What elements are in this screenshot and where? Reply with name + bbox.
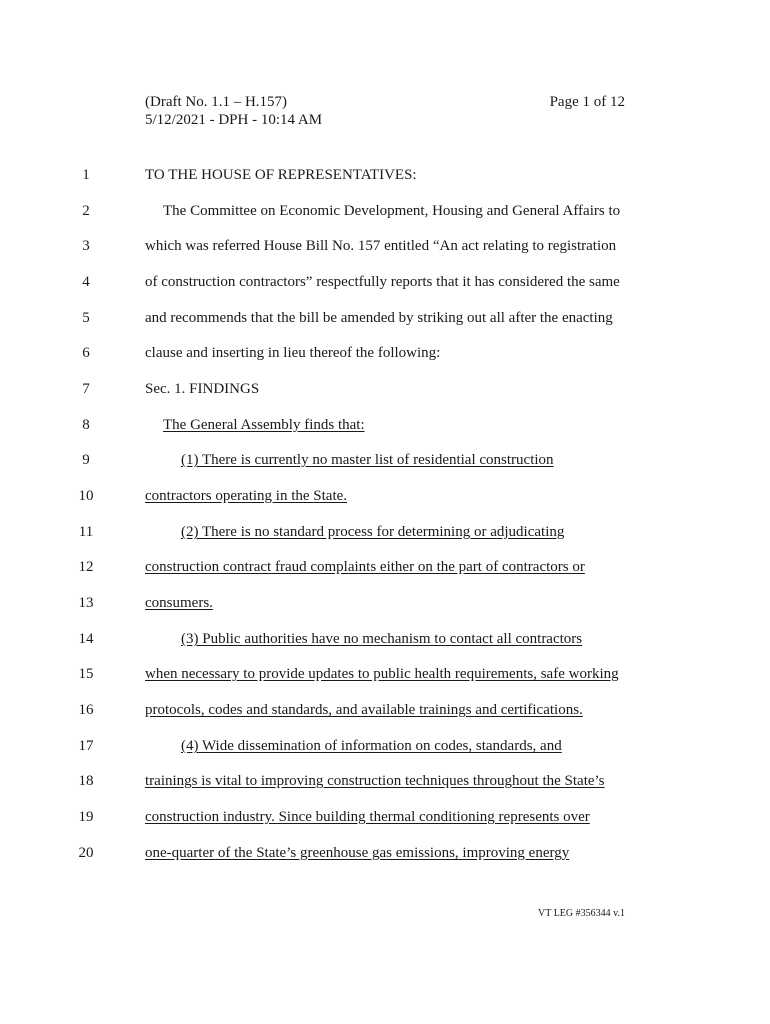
numbered-line	[0, 343, 770, 363]
line-number: 5	[82, 310, 90, 326]
line-text: of construction contractors” respectfully reports that it has considered the same	[145, 274, 620, 290]
line-text: consumers.	[145, 595, 213, 611]
draft-timestamp: 5/12/2021 - DPH - 10:14 AM	[145, 112, 323, 128]
line-text: one-quarter of the State’s greenhouse gas emissions, improving energy	[145, 845, 570, 861]
line-text: when necessary to provide updates to public health requirements, safe working	[145, 666, 619, 682]
document-header	[145, 93, 322, 129]
line-text: TO THE HOUSE OF REPRESENTATIVES:	[145, 167, 417, 183]
line-text: construction industry. Since building thermal conditioning represents over	[145, 809, 590, 825]
line-text: protocols, codes and standards, and available trainings and certifications.	[145, 702, 583, 718]
numbered-line	[0, 593, 770, 613]
draft-label: (Draft No. 1.1 – H.157)	[145, 94, 288, 110]
line-number: 17	[78, 738, 94, 754]
line-text: (3) Public authorities have no mechanism to contact all contractors	[181, 631, 583, 647]
line-text: which was referred House Bill No. 157 entitled “An act relating to registration	[145, 238, 617, 254]
line-number: 2	[82, 203, 90, 219]
line-number: 8	[82, 417, 90, 433]
numbered-line	[0, 736, 770, 756]
line-text: The General Assembly finds that:	[163, 417, 365, 433]
numbered-line	[0, 522, 770, 542]
line-number: 19	[78, 809, 94, 825]
line-number: 12	[78, 559, 94, 575]
line-number: 7	[82, 381, 90, 397]
numbered-line	[0, 272, 770, 292]
line-text: (2) There is no standard process for determining or adjudicating	[181, 524, 565, 540]
numbered-line	[0, 700, 770, 720]
line-number: 1	[82, 167, 90, 183]
numbered-line	[0, 308, 770, 328]
section-heading: Sec. 1. FINDINGS	[145, 381, 260, 397]
numbered-line	[0, 415, 770, 435]
line-number: 20	[78, 845, 94, 861]
numbered-line	[0, 379, 770, 399]
numbered-line	[0, 843, 770, 863]
line-number: 11	[78, 524, 94, 540]
numbered-line	[0, 486, 770, 506]
line-number: 10	[78, 488, 94, 504]
line-number: 14	[78, 631, 94, 647]
line-text: (1) There is currently no master list of residential construction	[181, 452, 554, 468]
line-number: 3	[82, 238, 90, 254]
numbered-line	[0, 236, 770, 256]
line-number: 9	[82, 452, 90, 468]
line-number: 18	[78, 773, 94, 789]
page-number: Page 1 of 12	[549, 94, 625, 110]
numbered-line	[0, 165, 770, 185]
line-text: The Committee on Economic Development, Housing and General Affairs to	[163, 203, 621, 219]
numbered-line	[0, 771, 770, 791]
line-number: 6	[82, 345, 90, 361]
line-text: clause and inserting in lieu thereof the following:	[145, 345, 441, 361]
line-number: 4	[82, 274, 90, 290]
numbered-line	[0, 450, 770, 470]
numbered-line	[0, 201, 770, 221]
line-text: (4) Wide dissemination of information on codes, standards, and	[181, 738, 562, 754]
line-text: construction contract fraud complaints either on the part of contractors or	[145, 559, 585, 575]
line-text: contractors operating in the State.	[145, 488, 348, 504]
line-number: 13	[78, 595, 94, 611]
document-footer-code: VT LEG #356344 v.1	[538, 908, 625, 919]
numbered-line	[0, 807, 770, 827]
line-number: 16	[78, 702, 94, 718]
numbered-line	[0, 629, 770, 649]
line-text: and recommends that the bill be amended by striking out all after the enacting	[145, 310, 613, 326]
line-text: trainings is vital to improving construction techniques throughout the State’s	[145, 773, 605, 789]
numbered-line	[0, 664, 770, 684]
line-number: 15	[78, 666, 94, 682]
numbered-line	[0, 557, 770, 577]
